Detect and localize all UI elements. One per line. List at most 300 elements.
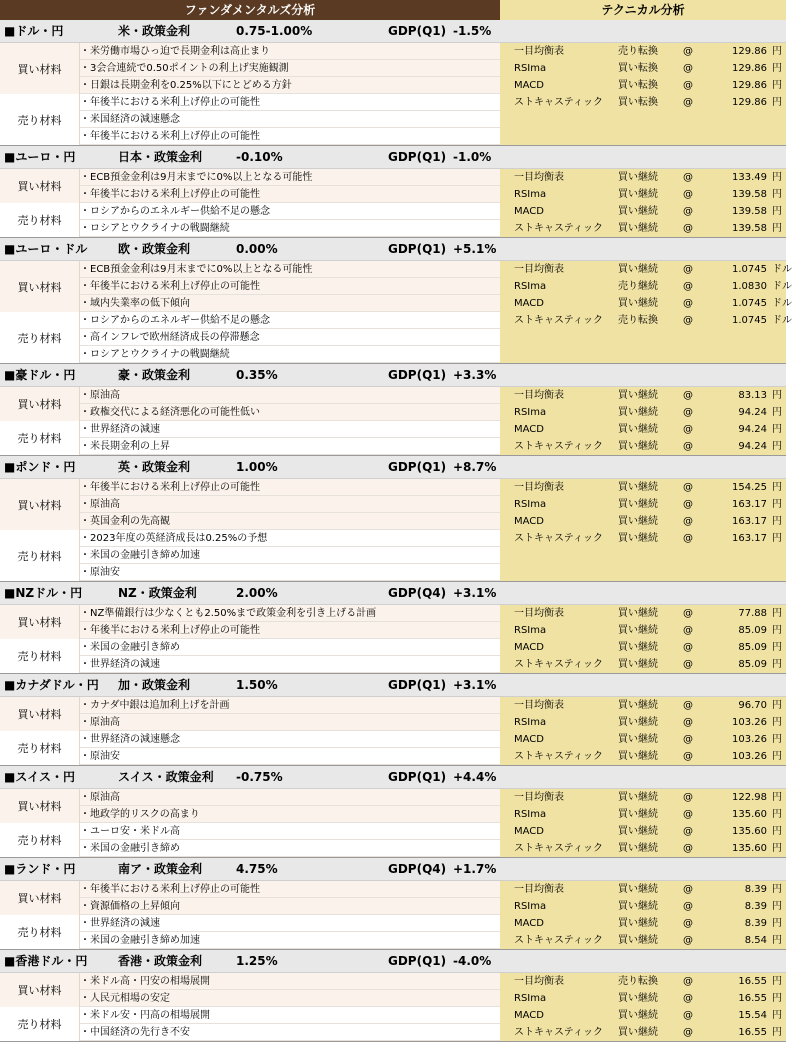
- section-body: [0, 43, 786, 146]
- technical-row: [500, 278, 792, 295]
- signal-text: 買い継続: [618, 935, 658, 946]
- policy-rate: 2.00%: [236, 586, 278, 600]
- price-unit: 円: [772, 516, 782, 527]
- sell-label: 売り材料: [0, 94, 80, 145]
- signal-text: 買い継続: [618, 809, 658, 820]
- at-mark: @: [683, 264, 693, 275]
- buy-item: ・年後半における米利上げ停止の可能性: [80, 622, 500, 639]
- section-body: [0, 789, 786, 858]
- technical-row: [500, 513, 786, 530]
- technical-row: [500, 1024, 786, 1041]
- sell-item: ・世界経済の減速懸念: [80, 731, 500, 748]
- policy-label: 米・政策金利: [118, 24, 191, 38]
- fundamental-column: [0, 881, 500, 949]
- indicator-name: MACD: [514, 206, 544, 217]
- sell-group: [0, 731, 500, 765]
- sell-item: ・ユーロ安・米ドル高: [80, 823, 500, 840]
- at-mark: @: [683, 935, 693, 946]
- fundamental-column: [0, 789, 500, 857]
- buy-item: ・人民元相場の安定: [80, 990, 500, 1007]
- indicator-name: MACD: [514, 516, 544, 527]
- price-unit: 円: [772, 734, 782, 745]
- price-unit: 円: [772, 826, 782, 837]
- at-mark: @: [683, 843, 693, 854]
- at-mark: @: [683, 281, 693, 292]
- price-unit: 円: [772, 918, 782, 929]
- signal-text: 買い継続: [618, 843, 658, 854]
- sell-item: ・米国の金融引き締め加速: [80, 547, 500, 564]
- price-unit: 円: [772, 625, 782, 636]
- price-value: 94.24: [738, 424, 767, 435]
- at-mark: @: [683, 809, 693, 820]
- indicator-name: RSIma: [514, 901, 547, 912]
- technical-row: [500, 496, 786, 513]
- technical-row: [500, 806, 786, 823]
- indicator-name: MACD: [514, 80, 544, 91]
- signal-text: 買い継続: [618, 189, 658, 200]
- policy-rate: -0.10%: [236, 150, 283, 164]
- buy-item: ・日銀は長期金利を0.25%以下にとどめる方針: [80, 77, 500, 94]
- price-unit: 円: [772, 976, 782, 987]
- technical-row: [500, 530, 786, 547]
- buy-group: [0, 973, 500, 1007]
- at-mark: @: [683, 223, 693, 234]
- technical-row: [500, 622, 786, 639]
- buy-item: ・米労働市場ひっ迫で長期金利は高止まり: [80, 43, 500, 60]
- price-value: 135.60: [732, 843, 767, 854]
- technical-column: [500, 973, 786, 1041]
- at-mark: @: [683, 298, 693, 309]
- pair-name: ■NZドル・円: [4, 586, 83, 600]
- technical-row: [500, 714, 786, 731]
- at-mark: @: [683, 189, 693, 200]
- price-unit: 円: [772, 843, 782, 854]
- buy-item: ・英国金利の先高観: [80, 513, 500, 530]
- price-unit: 円: [772, 499, 782, 510]
- buy-item: ・原油高: [80, 387, 500, 404]
- signal-text: 買い継続: [618, 659, 658, 670]
- currency-section: [0, 456, 786, 582]
- price-value: 129.86: [732, 46, 767, 57]
- price-value: 85.09: [738, 642, 767, 653]
- price-value: 8.39: [744, 884, 767, 895]
- price-value: 8.39: [744, 918, 767, 929]
- gdp-value: +3.3%: [453, 368, 497, 382]
- sell-label: 売り材料: [0, 915, 80, 949]
- at-mark: @: [683, 976, 693, 987]
- signal-text: 買い継続: [618, 642, 658, 653]
- price-unit: 円: [772, 608, 782, 619]
- technical-row: [500, 789, 786, 806]
- pair-name: ■ドル・円: [4, 24, 64, 38]
- signal-text: 買い転換: [618, 97, 658, 108]
- price-unit: ドル: [772, 315, 792, 326]
- indicator-name: 一目均衡表: [514, 792, 564, 803]
- gdp-value: +4.4%: [453, 770, 497, 784]
- sell-item: ・世界経済の減速: [80, 656, 500, 673]
- signal-text: 買い継続: [618, 499, 658, 510]
- price-unit: 円: [772, 884, 782, 895]
- gdp-label: GDP(Q1): [388, 242, 447, 256]
- price-unit: ドル: [772, 264, 792, 275]
- sell-group: [0, 421, 500, 455]
- currency-section: [0, 950, 786, 1042]
- signal-text: 買い継続: [618, 223, 658, 234]
- buy-label: 買い材料: [0, 973, 80, 1007]
- at-mark: @: [683, 993, 693, 1004]
- signal-text: 買い継続: [618, 717, 658, 728]
- signal-text: 買い継続: [618, 901, 658, 912]
- price-value: 139.58: [732, 189, 767, 200]
- price-value: 15.54: [738, 1010, 767, 1021]
- sell-item: ・米国の金融引き締め: [80, 840, 500, 857]
- price-value: 103.26: [732, 717, 767, 728]
- indicator-name: MACD: [514, 826, 544, 837]
- indicator-name: ストキャスティック: [514, 1027, 603, 1038]
- technical-row: [500, 990, 786, 1007]
- indicator-name: RSIma: [514, 717, 547, 728]
- buy-group: [0, 169, 500, 203]
- price-value: 129.86: [732, 97, 767, 108]
- technical-column: [500, 261, 792, 363]
- at-mark: @: [683, 533, 693, 544]
- buy-item: ・原油高: [80, 789, 500, 806]
- at-mark: @: [683, 826, 693, 837]
- signal-text: 買い継続: [618, 884, 658, 895]
- sell-group: [0, 915, 500, 949]
- technical-row: [500, 203, 786, 220]
- fundamental-column: [0, 169, 500, 237]
- indicator-name: ストキャスティック: [514, 97, 603, 108]
- gdp-value: -4.0%: [453, 954, 492, 968]
- pair-name: ■カナダドル・円: [4, 678, 99, 692]
- signal-text: 買い継続: [618, 1027, 658, 1038]
- price-unit: 円: [772, 424, 782, 435]
- section-header: [0, 858, 786, 881]
- sell-item: ・年後半における米利上げ停止の可能性: [80, 128, 500, 145]
- price-unit: 円: [772, 80, 782, 91]
- indicator-name: 一目均衡表: [514, 264, 564, 275]
- signal-text: 買い継続: [618, 264, 658, 275]
- gdp-label: GDP(Q1): [388, 460, 447, 474]
- technical-row: [500, 898, 786, 915]
- sell-group: [0, 639, 500, 673]
- signal-text: 買い継続: [618, 608, 658, 619]
- signal-text: 買い転換: [618, 63, 658, 74]
- price-unit: 円: [772, 441, 782, 452]
- sell-label: 売り材料: [0, 203, 80, 237]
- technical-column: [500, 605, 786, 673]
- policy-label: 香港・政策金利: [118, 954, 203, 968]
- price-value: 1.0830: [732, 281, 767, 292]
- buy-group: [0, 479, 500, 530]
- section-body: [0, 881, 786, 950]
- policy-rate: -0.75%: [236, 770, 283, 784]
- technical-row: [500, 220, 786, 237]
- pair-name: ■香港ドル・円: [4, 954, 88, 968]
- buy-item: ・資源価格の上昇傾向: [80, 898, 500, 915]
- policy-label: 加・政策金利: [118, 678, 191, 692]
- sell-item: ・2023年度の英経済成長は0.25%の予想: [80, 530, 500, 547]
- indicator-name: MACD: [514, 298, 544, 309]
- signal-text: 買い継続: [618, 792, 658, 803]
- sell-group: [0, 530, 500, 581]
- price-value: 16.55: [738, 993, 767, 1004]
- at-mark: @: [683, 206, 693, 217]
- price-value: 85.09: [738, 625, 767, 636]
- buy-item: ・年後半における米利上げ停止の可能性: [80, 479, 500, 496]
- buy-label: 買い材料: [0, 169, 80, 203]
- technical-row: [500, 639, 786, 656]
- signal-text: 買い継続: [618, 1010, 658, 1021]
- section-body: [0, 479, 786, 582]
- price-unit: 円: [772, 407, 782, 418]
- at-mark: @: [683, 608, 693, 619]
- signal-text: 買い転換: [618, 80, 658, 91]
- buy-group: [0, 387, 500, 421]
- price-value: 154.25: [732, 482, 767, 493]
- signal-text: 買い継続: [618, 441, 658, 452]
- price-value: 96.70: [738, 700, 767, 711]
- at-mark: @: [683, 717, 693, 728]
- signal-text: 買い継続: [618, 390, 658, 401]
- sell-group: [0, 1007, 500, 1041]
- currency-section: [0, 146, 786, 238]
- signal-text: 買い継続: [618, 516, 658, 527]
- gdp-value: +5.1%: [453, 242, 497, 256]
- signal-text: 買い継続: [618, 424, 658, 435]
- sell-item: ・ロシアとウクライナの戦闘継続: [80, 220, 500, 237]
- indicator-name: RSIma: [514, 407, 547, 418]
- sell-label: 売り材料: [0, 530, 80, 581]
- gdp-label: GDP(Q1): [388, 954, 447, 968]
- policy-rate: 1.25%: [236, 954, 278, 968]
- policy-label: 欧・政策金利: [118, 242, 191, 256]
- section-header: [0, 456, 786, 479]
- pair-name: ■ユーロ・円: [4, 150, 76, 164]
- policy-label: 豪・政策金利: [118, 368, 191, 382]
- indicator-name: ストキャスティック: [514, 659, 603, 670]
- indicator-name: ストキャスティック: [514, 843, 603, 854]
- buy-label: 買い材料: [0, 605, 80, 639]
- fundamental-column: [0, 697, 500, 765]
- sell-group: [0, 823, 500, 857]
- technical-row: [500, 1007, 786, 1024]
- technical-row: [500, 421, 786, 438]
- indicator-name: MACD: [514, 424, 544, 435]
- buy-item: ・政権交代による経済悪化の可能性低い: [80, 404, 500, 421]
- price-unit: 円: [772, 482, 782, 493]
- sell-item: ・原油安: [80, 564, 500, 581]
- buy-item: ・原油高: [80, 714, 500, 731]
- pair-name: ■ランド・円: [4, 862, 76, 876]
- technical-row: [500, 43, 786, 60]
- sell-group: [0, 203, 500, 237]
- indicator-name: 一目均衡表: [514, 700, 564, 711]
- price-value: 163.17: [732, 499, 767, 510]
- technical-row: [500, 60, 786, 77]
- price-unit: 円: [772, 206, 782, 217]
- section-header: [0, 674, 786, 697]
- gdp-value: +8.7%: [453, 460, 497, 474]
- buy-group: [0, 43, 500, 94]
- section-header: [0, 766, 786, 789]
- price-unit: 円: [772, 935, 782, 946]
- price-value: 129.86: [732, 80, 767, 91]
- technical-row: [500, 731, 786, 748]
- policy-label: NZ・政策金利: [118, 586, 197, 600]
- price-unit: 円: [772, 189, 782, 200]
- at-mark: @: [683, 172, 693, 183]
- buy-label: 買い材料: [0, 43, 80, 94]
- technical-row: [500, 438, 786, 455]
- gdp-label: GDP(Q4): [388, 586, 447, 600]
- at-mark: @: [683, 424, 693, 435]
- signal-text: 買い継続: [618, 918, 658, 929]
- currency-sections: [0, 20, 792, 1042]
- at-mark: @: [683, 751, 693, 762]
- indicator-name: MACD: [514, 642, 544, 653]
- at-mark: @: [683, 97, 693, 108]
- at-mark: @: [683, 918, 693, 929]
- signal-text: 売り継続: [618, 281, 658, 292]
- policy-label: 南ア・政策金利: [118, 862, 203, 876]
- policy-rate: 0.00%: [236, 242, 278, 256]
- price-unit: 円: [772, 751, 782, 762]
- at-mark: @: [683, 700, 693, 711]
- buy-group: [0, 261, 500, 312]
- section-body: [0, 605, 786, 674]
- price-unit: 円: [772, 390, 782, 401]
- signal-text: 買い継続: [618, 751, 658, 762]
- sell-item: ・年後半における米利上げ停止の可能性: [80, 94, 500, 111]
- buy-label: 買い材料: [0, 789, 80, 823]
- technical-row: [500, 186, 786, 203]
- indicator-name: ストキャスティック: [514, 751, 603, 762]
- buy-item: ・年後半における米利上げ停止の可能性: [80, 186, 500, 203]
- price-value: 103.26: [732, 751, 767, 762]
- price-value: 16.55: [738, 1027, 767, 1038]
- at-mark: @: [683, 516, 693, 527]
- section-body: [0, 387, 786, 456]
- sell-item: ・中国経済の先行き不安: [80, 1024, 500, 1041]
- currency-section: [0, 20, 786, 146]
- section-body: [0, 261, 792, 364]
- gdp-label: GDP(Q1): [388, 368, 447, 382]
- fundamental-column: [0, 973, 500, 1041]
- price-value: 83.13: [738, 390, 767, 401]
- sell-item: ・原油安: [80, 748, 500, 765]
- currency-section: [0, 858, 786, 950]
- price-unit: 円: [772, 717, 782, 728]
- policy-rate: 0.35%: [236, 368, 278, 382]
- technical-row: [500, 479, 786, 496]
- currency-section: [0, 238, 792, 364]
- policy-rate: 0.75-1.00%: [236, 24, 313, 38]
- price-unit: 円: [772, 700, 782, 711]
- sell-item: ・米長期金利の上昇: [80, 438, 500, 455]
- sell-item: ・米国の金融引き締め加速: [80, 932, 500, 949]
- gdp-label: GDP(Q1): [388, 24, 447, 38]
- buy-item: ・NZ準備銀行は少なくとも2.50%まで政策金利を引き上げる計画: [80, 605, 500, 622]
- price-value: 163.17: [732, 516, 767, 527]
- pair-name: ■ユーロ・ドル: [4, 242, 88, 256]
- indicator-name: RSIma: [514, 63, 547, 74]
- buy-group: [0, 789, 500, 823]
- technical-column: [500, 789, 786, 857]
- at-mark: @: [683, 80, 693, 91]
- gdp-label: GDP(Q4): [388, 862, 447, 876]
- indicator-name: 一目均衡表: [514, 482, 564, 493]
- fundamental-column: [0, 261, 500, 363]
- price-unit: 円: [772, 1027, 782, 1038]
- at-mark: @: [683, 482, 693, 493]
- price-value: 133.49: [732, 172, 767, 183]
- technical-row: [500, 823, 786, 840]
- price-value: 122.98: [732, 792, 767, 803]
- sell-label: 売り材料: [0, 1007, 80, 1041]
- pair-name: ■ポンド・円: [4, 460, 76, 474]
- signal-text: 買い継続: [618, 206, 658, 217]
- price-value: 94.24: [738, 407, 767, 418]
- at-mark: @: [683, 734, 693, 745]
- technical-column: [500, 881, 786, 949]
- price-unit: 円: [772, 97, 782, 108]
- indicator-name: ストキャスティック: [514, 441, 603, 452]
- at-mark: @: [683, 63, 693, 74]
- buy-item: ・米ドル高・円安の相場展開: [80, 973, 500, 990]
- sell-item: ・米国の金融引き締め: [80, 639, 500, 656]
- buy-group: [0, 881, 500, 915]
- price-value: 1.0745: [732, 264, 767, 275]
- policy-rate: 4.75%: [236, 862, 278, 876]
- buy-item: ・3会合連続で0.50ポイントの利上げ実施観測: [80, 60, 500, 77]
- section-header: [0, 20, 786, 43]
- signal-text: 買い継続: [618, 700, 658, 711]
- price-unit: 円: [772, 223, 782, 234]
- sell-group: [0, 312, 500, 363]
- pair-name: ■スイス・円: [4, 770, 75, 784]
- gdp-label: GDP(Q1): [388, 150, 447, 164]
- signal-text: 買い継続: [618, 407, 658, 418]
- indicator-name: 一目均衡表: [514, 390, 564, 401]
- signal-text: 売り転換: [618, 976, 658, 987]
- price-value: 139.58: [732, 206, 767, 217]
- sell-item: ・米国経済の減速懸念: [80, 111, 500, 128]
- technical-row: [500, 973, 786, 990]
- at-mark: @: [683, 390, 693, 401]
- price-unit: ドル: [772, 298, 792, 309]
- at-mark: @: [683, 407, 693, 418]
- price-value: 103.26: [732, 734, 767, 745]
- sell-label: 売り材料: [0, 823, 80, 857]
- sell-label: 売り材料: [0, 731, 80, 765]
- indicator-name: RSIma: [514, 625, 547, 636]
- sell-item: ・世界経済の減速: [80, 915, 500, 932]
- at-mark: @: [683, 659, 693, 670]
- indicator-name: RSIma: [514, 809, 547, 820]
- indicator-name: 一目均衡表: [514, 172, 564, 183]
- signal-text: 買い継続: [618, 625, 658, 636]
- gdp-value: -1.0%: [453, 150, 492, 164]
- gdp-label: GDP(Q1): [388, 770, 447, 784]
- section-header: [0, 146, 786, 169]
- section-body: [0, 697, 786, 766]
- buy-item: ・原油高: [80, 496, 500, 513]
- technical-row: [500, 94, 786, 111]
- price-value: 8.39: [744, 901, 767, 912]
- sell-item: ・世界経済の減速: [80, 421, 500, 438]
